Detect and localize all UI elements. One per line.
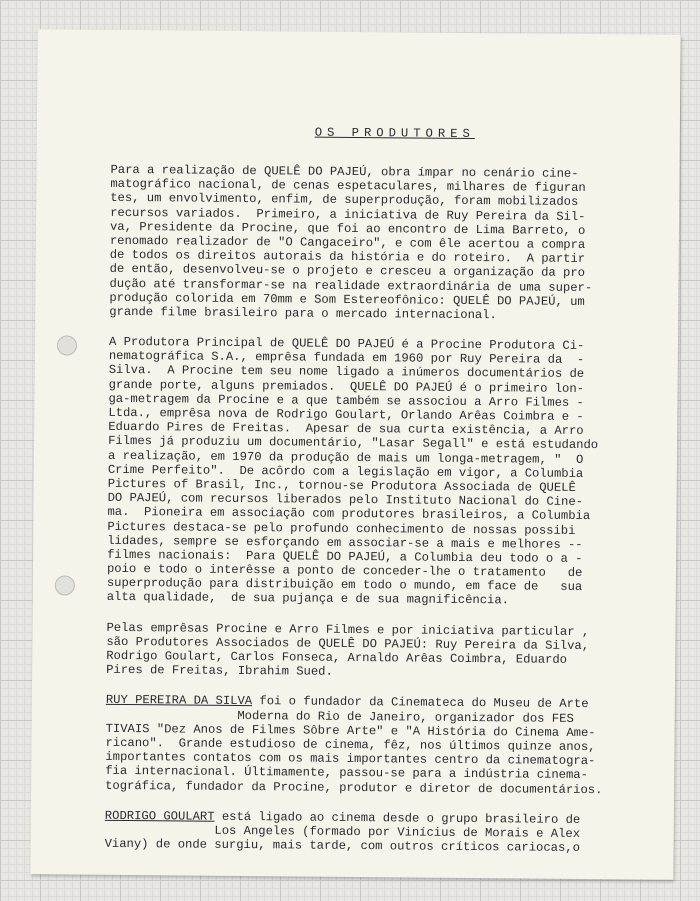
paragraph-list xyxy=(105,163,651,856)
line-text: Para a realização de QUELÊ DO PAJEÚ, obra ímpar no cenário cine- xyxy=(110,162,579,181)
line-text: grande filme brasileiro para o mercado internacional. xyxy=(109,304,497,323)
punch-hole xyxy=(57,335,77,355)
line-text: Crime Perfeito". De acôrdo com a legislação em vigor, a Columbia xyxy=(107,462,584,481)
line-text: lidades, sempre se esforçando em associar-se a mais e melhores -- xyxy=(107,533,583,552)
paragraph xyxy=(105,809,645,856)
line-text: alta qualidade, de sua pujança e de sua magnificência. xyxy=(106,590,510,608)
line-text: ricano". Grande estudioso de cinema, fêz, nos últimos quinze anos, xyxy=(105,735,596,755)
line-text: Filmes já produziu um documentário, "Lasar Segall" e está estudando xyxy=(108,434,599,453)
line-text: recursos variados. Primeiro, a iniciativa de Ruy Pereira da Sil- xyxy=(110,205,586,224)
line-text: ma. Pioneira em associação com produtores brasileiros, a Columbia xyxy=(107,505,591,524)
paragraph xyxy=(109,163,650,324)
line-text: A Produtora Principal de QUELÊ DO PAJEÚ é a Procine Produtora Ci- xyxy=(108,334,585,354)
line-text: DO PAJEÚ, com recursos liberados pelo Instituto Nacional do Cine- xyxy=(107,490,584,510)
paragraph xyxy=(105,693,646,797)
typed-page xyxy=(30,29,680,880)
producer-name: RODRIGO GOULART xyxy=(104,808,215,824)
line-text: poio e todo o interêsse a ponto de conceder-lhe o tratamento de xyxy=(106,561,583,581)
line-text: Pelas emprêsas Procine e Arro Filmes e por iniciativa particular , xyxy=(106,620,590,639)
paragraph xyxy=(107,335,649,609)
line-text: a realização, em 1970 da produção de mais um longa-metragem, " O xyxy=(107,448,584,467)
line-text: Ltda., emprêsa nova de Rodrigo Goulart, Orlando Arêas Coimbra e - xyxy=(108,405,584,424)
line-text: tográfica, fundador da Procine, produtor e diretor de documentários. xyxy=(105,778,603,797)
line-text: importantes contatos com os mais importantes centro da cinematogra- xyxy=(105,749,596,769)
line-text: Rodrigo Goulart, Carlos Fonseca, Arnaldo Arêas Coimbra, Eduardo xyxy=(106,648,568,667)
line-text: Los Angeles (formado por Vinícius de Morais e Alex xyxy=(104,822,581,841)
line-text: fia internacional. Últimamente, passou-se para a indústria cinema- xyxy=(105,764,588,783)
page-title: OS PRODUTORES xyxy=(314,125,475,142)
page-body xyxy=(104,124,650,872)
line-text: dução até transformar-se na realidade extraordinária de uma super- xyxy=(109,276,593,295)
line-text: Viany) de onde surgiu, mais tarde, com outros críticos cariocas,o xyxy=(104,836,581,856)
line-text: tes, um envolvimento, enfim, de superprodução, foram mobilizados xyxy=(110,191,579,210)
line-text: Eduardo Pires de Freitas. Apesar de sua curta existência, a Arro xyxy=(108,420,584,439)
line-text: está ligado ao cinema desde o grupo brasileiro de xyxy=(214,809,581,827)
line-text: Pictures of Brasil, Inc., tornou-se Produtora Associada de QUELÊ xyxy=(107,476,576,495)
line-text: Pictures destaca-se pelo profundo conhecimento de nossas possibi xyxy=(107,519,576,538)
line-text: foi o fundador da Cinemateca do Museu de Arte xyxy=(252,694,589,712)
paragraph xyxy=(106,620,646,681)
line-text: de então, desenvolveu-se o projeto e cresceu a organização da pro xyxy=(109,262,586,281)
producer-name: RUY PEREIRA DA SILVA xyxy=(105,693,253,709)
line-text: grande porte, alguns premiados. QUELÊ DO PAJEÚ é o primeiro lon- xyxy=(108,377,585,396)
line-text: ga-metragem da Procine e a que também se associou a Arro Filmes - xyxy=(108,391,584,410)
line-text: filmes nacionais: Para QUELÊ DO PAJEÚ, a Columbia deu todo o a - xyxy=(107,547,583,566)
line-text: TIVAIS "Dez Anos de Filmes Sôbre Arte" e "A História do Cinema Ame- xyxy=(105,721,596,740)
line-text: superprodução para distribuição em todo o mundo, em face de sua xyxy=(106,576,583,595)
line-text: renomado realizador de "O Cangaceiro", e com êle acertou a compra xyxy=(109,233,586,252)
line-text: Moderna do Rio de Janeiro, organizador dos FES xyxy=(105,707,574,726)
line-text: va, Presidente da Procine, que foi ao encontro de Lima Barreto, o xyxy=(109,219,586,238)
line-text: são Produtores Associados de QUELÊ DO PAJEÚ: Ruy Pereira da Silva, xyxy=(106,634,590,653)
punch-hole xyxy=(55,575,75,595)
line-text: nematográfica S.A., emprêsa fundada em 1960 por Ruy Pereira da - xyxy=(108,349,585,368)
line-text: de todos os direitos autorais da história e do roteiro. A partir xyxy=(109,247,586,267)
line-text: Silva. A Procine tem seu nome ligado a inúmeros documentários de xyxy=(108,363,585,382)
line-text: Pires de Freitas, Ibrahim Sued. xyxy=(106,663,333,679)
line-text: matográfico nacional, de cenas espetaculares, milhares de figuran xyxy=(110,177,586,196)
line-text: produção colorida em 70mm e Som Estereofônico: QUELÊ DO PAJEÚ, um xyxy=(109,290,585,309)
